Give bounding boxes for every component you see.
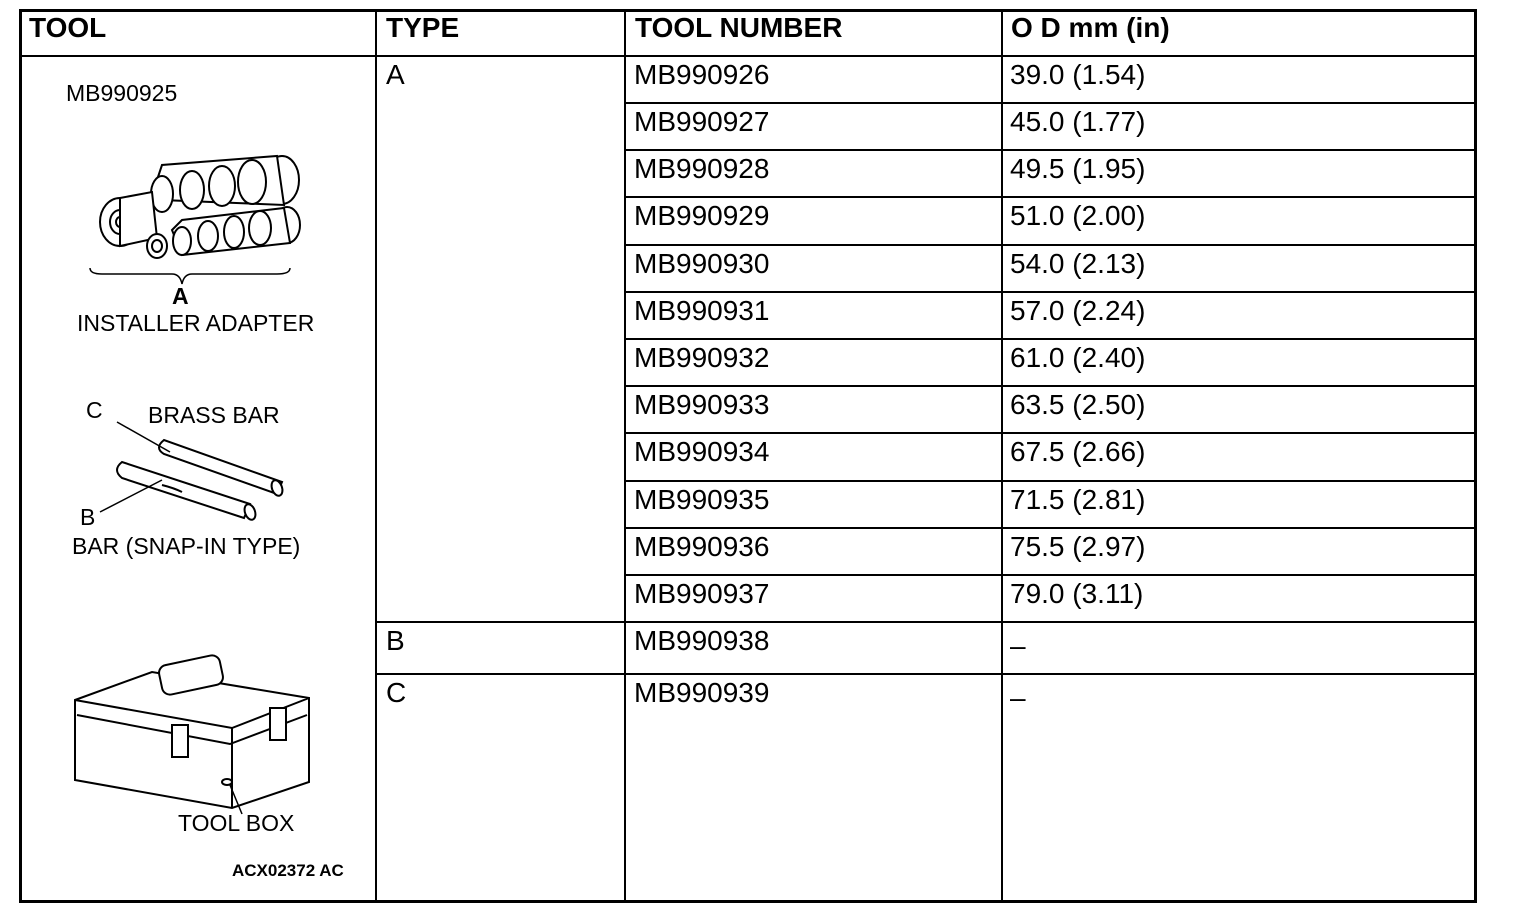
adapter-letter: A [172, 283, 189, 309]
row-divider [624, 291, 1477, 293]
row-divider [624, 574, 1477, 576]
row-divider [624, 480, 1477, 482]
od-value: 67.5 (2.66) [1010, 436, 1146, 467]
set-number-label: MB990925 [66, 80, 178, 106]
tool-number: MB990933 [634, 389, 770, 420]
column-divider [624, 9, 626, 903]
type-c: C [386, 677, 407, 708]
od-value: 51.0 (2.00) [1010, 200, 1146, 231]
type-a: A [386, 59, 405, 90]
tool-number: MB990932 [634, 342, 770, 373]
od-value: 75.5 (2.97) [1010, 531, 1146, 562]
tool-number: MB990935 [634, 484, 770, 515]
od-value: 49.5 (1.95) [1010, 153, 1146, 184]
brass-letter: C [86, 397, 103, 423]
tool-number: MB990926 [634, 59, 770, 90]
tool-number: MB990928 [634, 153, 770, 184]
od-value: – [1010, 630, 1026, 661]
brace-icon [90, 268, 290, 284]
figure-code: ACX02372 AC [232, 861, 344, 880]
brass-caption: BRASS BAR [148, 402, 280, 428]
row-divider [624, 385, 1477, 387]
tool-number: MB990931 [634, 295, 770, 326]
header-type: TYPE [386, 12, 460, 43]
od-value: 39.0 (1.54) [1010, 59, 1146, 90]
tool-number: MB990934 [634, 436, 770, 467]
header-tool-number: TOOL NUMBER [635, 12, 843, 43]
tool-number: MB990929 [634, 200, 770, 231]
row-divider [624, 338, 1477, 340]
tool-box-caption: TOOL BOX [178, 810, 295, 836]
row-divider [624, 432, 1477, 434]
tool-number: MB990937 [634, 578, 770, 609]
od-value: 45.0 (1.77) [1010, 106, 1146, 137]
tool-number: MB990927 [634, 106, 770, 137]
group-divider [375, 621, 1477, 623]
type-b: B [386, 625, 405, 656]
od-value: 71.5 (2.81) [1010, 484, 1146, 515]
row-divider [624, 149, 1477, 151]
od-value: – [1010, 682, 1026, 713]
column-divider [1001, 9, 1003, 903]
tool-illustration [22, 60, 372, 898]
adapter-caption: INSTALLER ADAPTER [77, 310, 315, 336]
header-od: O D mm (in) [1011, 12, 1170, 43]
od-value: 61.0 (2.40) [1010, 342, 1146, 373]
tool-number: MB990938 [634, 625, 770, 656]
header-tool: TOOL [29, 12, 107, 43]
tool-box-icon [75, 654, 309, 808]
group-divider [375, 673, 1477, 675]
header-divider [19, 55, 1477, 57]
tool-number: MB990936 [634, 531, 770, 562]
row-divider [624, 196, 1477, 198]
bar-letter: B [80, 504, 96, 530]
od-value: 79.0 (3.11) [1010, 578, 1144, 609]
column-divider [375, 9, 377, 903]
tool-number: MB990930 [634, 248, 770, 279]
tool-number: MB990939 [634, 677, 770, 708]
row-divider [624, 244, 1477, 246]
row-divider [624, 102, 1477, 104]
row-divider [624, 527, 1477, 529]
bar-caption: BAR (SNAP-IN TYPE) [72, 533, 301, 559]
od-value: 63.5 (2.50) [1010, 389, 1146, 420]
od-value: 57.0 (2.24) [1010, 295, 1146, 326]
installer-adapter-icon [100, 156, 300, 258]
od-value: 54.0 (2.13) [1010, 248, 1146, 279]
leader-line [100, 480, 162, 512]
